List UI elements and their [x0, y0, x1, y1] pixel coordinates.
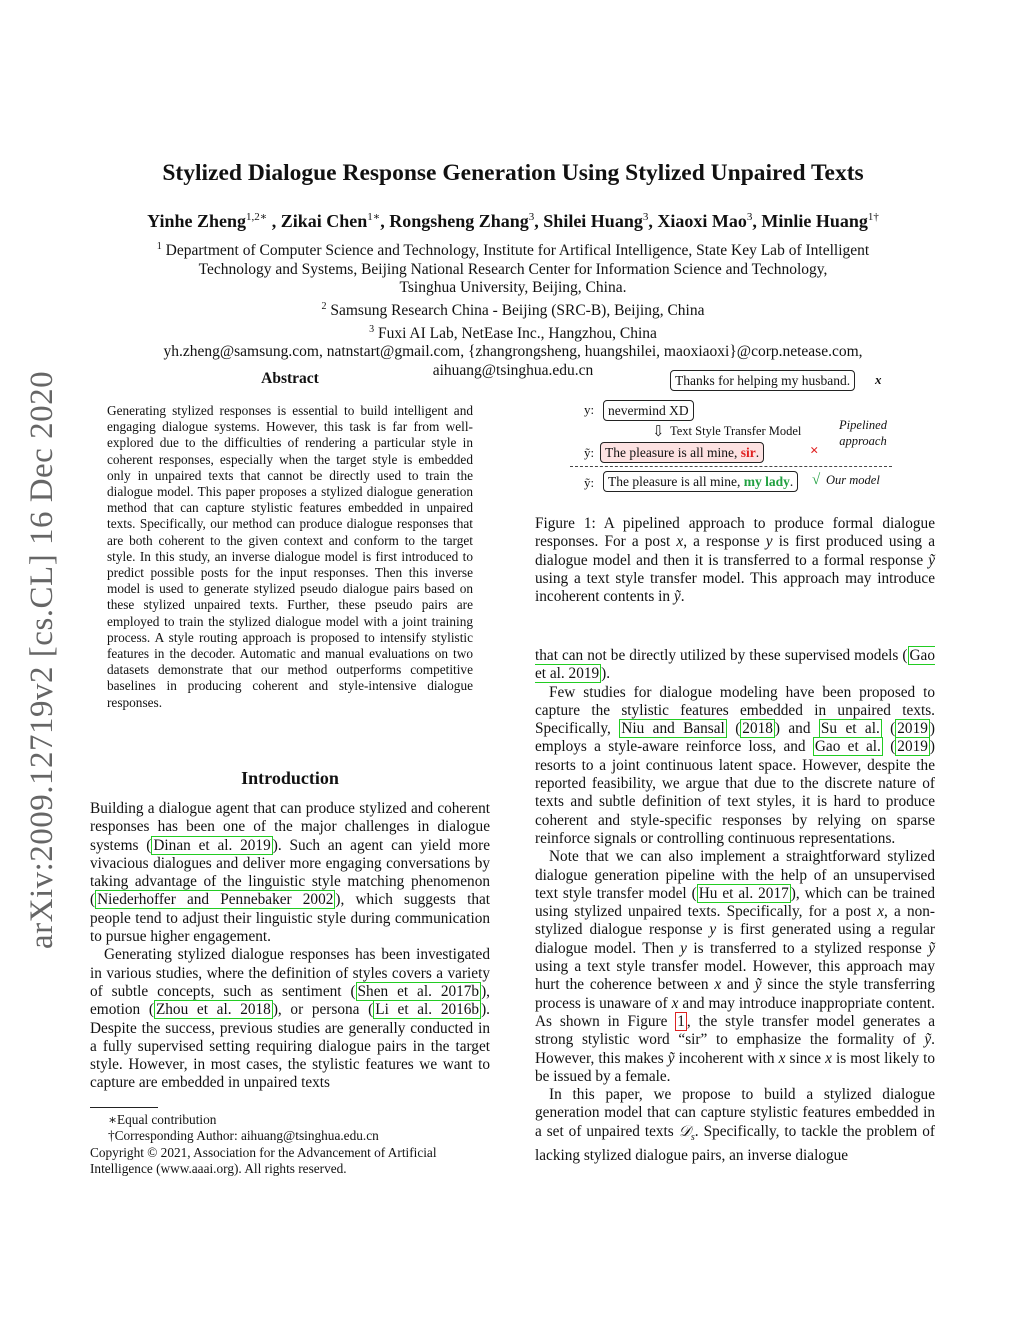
- intro-paragraph-2: [90, 946, 490, 1092]
- author-sup: 1†: [867, 211, 879, 223]
- text-run: Note that we can also implement a straightforward stylized dialogue generation pipeline with the help of an unsupervised text style transfer model (: [535, 848, 935, 902]
- text-run: .: [755, 445, 760, 460]
- arxiv-stamp: arXiv:2009.12719v2 [cs.CL] 16 Dec 2020: [24, 370, 60, 950]
- math-var: y: [680, 939, 687, 957]
- text-run: , a non-stylized dialogue response: [535, 903, 935, 939]
- right-column-body: [535, 647, 935, 1165]
- citation-link[interactable]: Zhou et al. 2018: [155, 1001, 271, 1019]
- figure-reference-link[interactable]: 1: [677, 1012, 685, 1030]
- affil-sup: 2: [321, 300, 327, 312]
- math-var: x: [676, 533, 684, 551]
- author-name: Yinhe Zheng: [147, 211, 246, 231]
- transfer-model-label: Text Style Transfer Model: [670, 424, 802, 438]
- text-run: since: [785, 1049, 826, 1067]
- text-run: ).: [601, 665, 611, 683]
- cross-icon: ×: [810, 443, 819, 459]
- citation-link[interactable]: Gao et al.: [814, 738, 881, 756]
- math-var: x: [671, 994, 679, 1012]
- math-var: y: [765, 533, 773, 551]
- ytilde-label: ỹ:: [584, 445, 595, 460]
- math-var: x: [714, 976, 722, 994]
- arrow-down-icon: ⇩: [652, 424, 665, 440]
- text-run: ), which can be trained using stylized unpaired texts. Specifically, for a post: [535, 884, 936, 921]
- author-sup: 3: [528, 211, 535, 223]
- citation-link[interactable]: Gao et al. 2019: [535, 647, 935, 683]
- text-run: .: [680, 588, 685, 606]
- author-sup: 1,2∗: [245, 211, 268, 223]
- text-run: , the style transfer model generates a strong stylistic word “sir” to emphasize the formality of: [535, 1012, 935, 1049]
- text-run: ), emotion (: [90, 982, 490, 1019]
- citation-link[interactable]: Li et al. 2016b: [375, 1001, 480, 1019]
- text-run: since the style transferring process is unaware of: [535, 976, 935, 1012]
- math-var: ỹ: [928, 939, 935, 957]
- text-run: The pleasure is all mine,: [605, 445, 741, 460]
- author-name: Xiaoxi Mao: [657, 211, 747, 231]
- paper-title: Stylized Dialogue Response Generation Using Stylized Unpaired Texts: [162, 160, 864, 186]
- citation-link[interactable]: Niederhoffer and Pennebaker 2002: [97, 891, 334, 909]
- text-run: using a text style transfer model. This approach may introduce incoherent contents in: [535, 569, 935, 606]
- figure-divider: [570, 466, 892, 467]
- affil-1-line-2: Technology and Systems, Beijing National Research Center for Information Science and Technology,: [198, 260, 828, 278]
- text-run: and: [721, 976, 755, 994]
- post-bubble: Thanks for helping my husband.: [670, 370, 855, 391]
- text-run: ). Such an agent can yield more vivacious dialogues and deliver more engaging conversations by taking advantage of the linguistic style matching phenomenon (: [90, 836, 490, 909]
- text-run: ), which suggests that people tend to adjust their linguistic style during communication to pursue higher engagement.: [90, 891, 491, 946]
- citation-link[interactable]: 2019: [897, 738, 928, 756]
- introduction-body: [90, 800, 490, 1093]
- text-run: ) resorts to a joint continuous latent space. However, despite the reported feasibility, we argue that due to the discrete nature of texts and subtle definition of text styles, it is hard to produce coherent and style-specific responses by relying on sparse reinforce signals or controlling continuous representations.: [535, 738, 935, 847]
- math-var: 𝒟: [678, 1122, 691, 1140]
- style-word-my-lady: my lady: [743, 474, 790, 489]
- text-run: ) employs a style-aware reinforce loss, and: [535, 720, 935, 756]
- right-paragraph-1: [535, 684, 935, 849]
- text-run: . Specifically, to tackle the problem of lacking stylized dialogue pairs, an inverse dialogue: [535, 1122, 936, 1165]
- author-sup: 3: [642, 211, 649, 223]
- text-run: is first generated using a regular dialogue model. Then: [535, 921, 935, 957]
- response-bubble: nevermind XD: [603, 400, 694, 421]
- math-subscript: s: [690, 1131, 695, 1143]
- text-run: (: [881, 720, 896, 738]
- citation-link[interactable]: 2018: [742, 720, 773, 738]
- affil-sup: 3: [369, 323, 375, 335]
- text-run: In this paper, we propose to build a stylized dialogue generation model that can capture stylistic features embedded in a set of unpaired texts: [535, 1086, 935, 1140]
- citation-link[interactable]: Niu and Bansal: [621, 720, 725, 738]
- footnote-corresponding: †Corresponding Author: aihuang@tsinghua.edu.cn: [108, 1128, 379, 1144]
- text-run: , a response: [683, 533, 766, 551]
- text-run: Few studies for dialogue modeling have been proposed to capture the stylistic features embedded in unpaired texts. Specifically,: [535, 683, 935, 738]
- footnotes: [90, 1112, 490, 1178]
- affil-sup: 1: [156, 241, 162, 252]
- post-var-label: x: [875, 372, 882, 387]
- emails-line-1: yh.zheng@samsung.com, natnstart@gmail.com, {zhangrongsheng, huangshilei, maoxiaoxi}@corp.netease.com,: [163, 343, 863, 361]
- right-paragraph-2: [535, 848, 935, 1086]
- author-name: Minlie Huang: [761, 211, 868, 231]
- citation-link[interactable]: Dinan et al. 2019: [153, 836, 271, 854]
- text-run: Figure 1: A pipelined approach to produce formal dialogue responses. For a post: [535, 515, 935, 551]
- text-run: (: [726, 720, 741, 738]
- pipelined-response-bubble: [600, 442, 764, 463]
- figure-1: [570, 365, 900, 500]
- pipelined-approach-label: Pipelined approach: [839, 418, 887, 448]
- math-var: ỹ: [924, 1031, 932, 1049]
- right-paragraph-0: [535, 647, 935, 684]
- y-label: y:: [584, 402, 595, 417]
- text-run: using a text style transfer model. However, this approach may hurt the coherence between: [535, 958, 935, 994]
- affil-3: Fuxi AI Lab, NetEase Inc., Hangzhou, China: [377, 324, 657, 342]
- math-var: x: [778, 1049, 786, 1067]
- emails-line-2: aihuang@tsinghua.edu.cn: [432, 362, 594, 380]
- text-run: is most likely to be issued by a female.: [535, 1049, 935, 1085]
- math-var: ỹ: [667, 1049, 675, 1067]
- text-run: Building a dialogue agent that can produce stylized and coherent responses has been one of the major challenges in dialogue systems (: [90, 800, 490, 854]
- citation-link[interactable]: Hu et al. 2017: [698, 884, 789, 902]
- author-list: Yinhe Zheng$^{1,2∗}$ , Zikai Chen$^{1∗}$, Rongsheng Zhang$^3$, Shilei Huang$^3$, Xiaoxi Mao$^3$, Minlie Huang$^{1\dagger}$: [147, 211, 879, 231]
- introduction-heading: Introduction: [241, 768, 339, 788]
- affil-1-line-3: Tsinghua University, Beijing, China.: [399, 279, 627, 297]
- affil-1-line-1: Department of Computer Science and Technology, Institute for Artifical Intelligence, State Key Lab of Intelligent: [165, 242, 870, 260]
- affiliations: [90, 238, 936, 381]
- text-run: incoherent with: [674, 1049, 779, 1067]
- math-var: x: [877, 903, 885, 921]
- abstract-heading: Abstract: [261, 370, 319, 387]
- text-run: Generating stylized dialogue responses has been investigated in various studies, where the definition of styles covers a variety of subtle concepts, such as sentiment (: [90, 946, 490, 1000]
- math-var: ỹ: [673, 588, 681, 606]
- math-var: ỹ: [754, 976, 762, 994]
- citation-link[interactable]: Su et al.: [820, 720, 880, 738]
- author-name: Shilei Huang: [543, 211, 643, 231]
- citation-link[interactable]: 2019: [897, 720, 928, 738]
- author-name: Zikai Chen: [280, 211, 368, 231]
- text-run: and may introduce inappropriate content. As shown in Figure: [535, 994, 935, 1030]
- style-word-sir: sir: [740, 445, 756, 460]
- text-run: ), or persona (: [272, 1001, 374, 1019]
- our-model-label: Our model: [826, 473, 880, 487]
- author-name: Rongsheng Zhang: [389, 211, 529, 231]
- citation-link[interactable]: Shen et al. 2017b: [357, 982, 480, 1000]
- text-run: .: [789, 474, 794, 489]
- author-sup: 3: [746, 211, 753, 223]
- copyright-notice: Copyright © 2021, Association for the Advancement of Artificial Intelligence (www.aaai.org). All rights reserved.: [90, 1144, 437, 1177]
- check-icon: √: [812, 472, 821, 488]
- text-run: The pleasure is all mine,: [608, 474, 744, 489]
- text-run: that can not be directly utilized by these supervised models (: [535, 647, 908, 664]
- abstract-text: Generating stylized responses is essential to build intelligent and engaging dialogue systems. However, this task is far from well-explored due to the difficulties of rendering a particular style in coherent responses, especially when the target style is embedded only in unpaired texts that cannot be directly used to train the dialogue model. This paper proposes a stylized dialogue generation method that can capture stylistic features embedded in unpaired texts. Specifically, our method can produce dialogue responses that are both coherent to the given context and conform to the target style. In this study, an inverse dialogue model is first introduced to predict possible posts for the input responses. Then this inverse model is used to generate stylized pseudo dialogue pairs based on these stylized unpaired texts. Further, these pseudo pairs are employed to train the stylized dialogue model with a joint training process. A style routing approach is proposed to intensify stylistic features in the decoder. Automatic and manual evaluations on two datasets demonstrate that our method outperforms competitive baselines in producing coherent and style-intensive dialogue responses.: [107, 403, 473, 710]
- ytilde-label: ỹ:: [584, 475, 595, 490]
- math-var: ỹ: [928, 551, 935, 569]
- math-var: x: [825, 1049, 832, 1067]
- figure-1-caption: [535, 515, 935, 606]
- text-run: is first produced using a dialogue model and then it is transferred to a formal response: [535, 533, 936, 569]
- text-run: is transferred to a stylized response: [686, 939, 929, 957]
- footnote-equal: ∗Equal contribution: [108, 1112, 217, 1127]
- text-run: . However, this makes: [535, 1031, 935, 1067]
- text-run: (: [882, 738, 896, 756]
- footnote-rule: [90, 1107, 158, 1108]
- math-var: y: [709, 921, 717, 939]
- intro-paragraph-1: [90, 800, 490, 946]
- right-paragraph-3: [535, 1086, 935, 1165]
- author-sup: 1∗: [367, 211, 381, 223]
- text-run: ). Despite the success, previous studies are generally conducted in a fully supervised setting requiring dialogue pairs in the target style. However, in most cases, the stylistic features we want to capture are embedded in unpaired texts: [90, 1001, 490, 1092]
- our-response-bubble: [603, 471, 798, 492]
- affil-2: Samsung Research China - Beijing (SRC-B), Beijing, China: [330, 302, 705, 320]
- text-run: ) and: [774, 720, 819, 738]
